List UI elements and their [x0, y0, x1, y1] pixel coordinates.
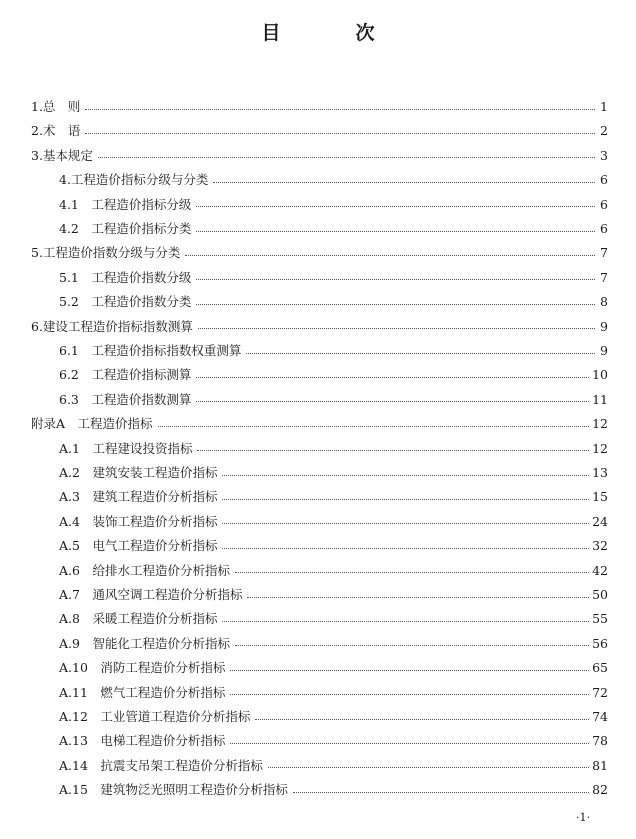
toc-entry-label: A.10 消防工程造价分析指标: [59, 660, 226, 676]
dot-leader: [196, 279, 595, 280]
toc-entry-page: 65: [592, 660, 608, 676]
toc-entry-label: A.9 智能化工程造价分析指标: [59, 635, 230, 651]
toc-entry: [59, 756, 608, 776]
toc-entry-label: 6.3 工程造价指数测算: [59, 391, 192, 407]
toc-entry-label: A.4 装饰工程造价分析指标: [59, 513, 218, 529]
toc-entry-label: A.11 燃气工程造价分析指标: [59, 684, 226, 700]
toc-entry-label: 4.2 工程造价指标分类: [59, 221, 192, 236]
dot-leader: [213, 182, 595, 183]
dot-leader: [196, 401, 589, 402]
dot-leader: [247, 597, 589, 598]
toc-entry-page: 11: [592, 391, 608, 407]
toc-entry-label: 5.工程造价指数分级与分类: [31, 245, 181, 261]
toc-entry-label: 6.1 工程造价指标指数权重测算: [59, 343, 242, 358]
dot-leader: [196, 231, 595, 232]
dot-leader: [85, 133, 595, 134]
dot-leader: [222, 621, 589, 622]
dot-leader: [222, 499, 589, 500]
toc-entry: [59, 536, 608, 556]
toc-entry-label: 6.2 工程造价指标测算: [59, 367, 192, 383]
dot-leader: [235, 572, 589, 573]
toc-entry: [31, 97, 608, 117]
dot-leader: [255, 719, 589, 720]
dot-leader: [158, 426, 590, 427]
toc-entry-label: A.2 建筑安装工程造价指标: [59, 465, 218, 480]
toc-entry-page: 7: [600, 245, 608, 261]
dot-leader: [85, 109, 595, 110]
toc-entry: [59, 487, 608, 507]
toc-entry-label: A.5 电气工程造价分析指标: [59, 538, 218, 554]
dot-leader: [197, 450, 589, 451]
toc-entry: [59, 731, 608, 751]
toc-entry-page: 6: [600, 221, 608, 236]
toc-entry-page: 6: [600, 172, 608, 188]
dot-leader: [230, 670, 589, 671]
dot-leader: [235, 645, 589, 646]
dot-leader: [198, 328, 595, 329]
toc-entry: [59, 707, 608, 727]
toc-entry: [59, 658, 608, 678]
toc-entry-page: 9: [600, 318, 608, 334]
toc-entry-page: 2: [600, 123, 608, 139]
toc-entry: [31, 414, 608, 434]
toc-entry: [59, 170, 608, 190]
toc-entry: [59, 341, 608, 361]
toc-entry-page: 6: [600, 196, 608, 212]
toc-entry-label: 4.1 工程造价指标分级: [59, 196, 192, 212]
dot-leader: [196, 304, 595, 305]
toc-entry-label: A.6 给排水工程造价分析指标: [59, 562, 230, 578]
toc-entry-page: 42: [592, 562, 608, 578]
toc-entry-label: A.8 采暖工程造价分析指标: [59, 611, 218, 627]
toc-entry-page: 10: [592, 367, 608, 383]
toc-entry-page: 81: [592, 757, 608, 773]
toc-entry-label: 2.术 语: [31, 123, 81, 139]
dot-leader: [246, 353, 595, 354]
dot-leader: [230, 694, 589, 695]
toc-entry-page: 72: [592, 684, 608, 700]
toc-entry: [59, 585, 608, 605]
toc-entry-page: 15: [592, 489, 608, 505]
toc-entry: [59, 292, 608, 312]
toc-entry: [59, 683, 608, 703]
toc-entry-label: 5.1 工程造价指数分级: [59, 269, 192, 285]
toc-entry: [31, 146, 608, 166]
toc-entry-label: 4.工程造价指标分级与分类: [59, 172, 209, 188]
toc-entry-page: 74: [592, 709, 608, 724]
toc-entry-page: 7: [600, 269, 608, 285]
toc-entry-label: A.12 工业管道工程造价分析指标: [59, 709, 251, 724]
toc-entry-label: 3.基本规定: [31, 147, 93, 163]
toc-entry-page: 1: [600, 99, 608, 114]
dot-leader: [196, 206, 595, 207]
toc-entry-label: A.7 通风空调工程造价分析指标: [59, 587, 243, 602]
toc-entry-label: 1.总 则: [31, 99, 81, 114]
toc-entry-label: 附录A 工程造价指标: [31, 416, 153, 432]
toc-entry: [59, 634, 608, 654]
toc-entry-page: 3: [600, 147, 608, 163]
toc-entry-label: A.1 工程建设投资指标: [59, 440, 193, 456]
toc-entry: [59, 780, 608, 800]
page-number-footer: ·1·: [576, 811, 590, 824]
page-title: 目 次: [261, 22, 403, 44]
dot-leader: [196, 377, 589, 378]
toc-entry: [59, 390, 608, 410]
toc-entry-label: A.14 抗震支吊架工程造价分析指标: [59, 757, 263, 773]
toc-entry: [59, 463, 608, 483]
toc-entry-page: 32: [592, 538, 608, 554]
toc-entry-page: 55: [592, 611, 608, 627]
toc-entry-label: A.13 电梯工程造价分析指标: [59, 733, 226, 749]
toc-entry-label: 5.2 工程造价指数分类: [59, 294, 192, 310]
toc-entry-page: 50: [592, 587, 608, 602]
toc-entry-page: 12: [592, 440, 608, 456]
dot-leader: [98, 157, 595, 158]
toc-entry-page: 24: [592, 513, 608, 529]
toc-entry-page: 8: [600, 294, 608, 310]
toc-entry: [59, 365, 608, 385]
toc-entry-page: 9: [600, 343, 608, 358]
toc-entry-page: 78: [592, 733, 608, 749]
toc-entry: [59, 219, 608, 239]
toc-entry-page: 12: [592, 416, 608, 432]
dot-leader: [185, 255, 595, 256]
toc-entry-label: A.3 建筑工程造价分析指标: [59, 489, 218, 505]
toc-entry: [59, 195, 608, 215]
toc-entry: [59, 512, 608, 532]
dot-leader: [222, 548, 589, 549]
dot-leader: [222, 475, 589, 476]
toc-entry-page: 13: [592, 465, 608, 480]
toc-entry: [31, 317, 608, 337]
toc-entry: [59, 561, 608, 581]
toc-entry: [31, 121, 608, 141]
toc-entry-label: A.15 建筑物泛光照明工程造价分析指标: [59, 782, 288, 798]
toc-entry: [59, 609, 608, 629]
dot-leader: [268, 767, 589, 768]
dot-leader: [293, 792, 589, 793]
toc-entry: [31, 243, 608, 263]
toc-entry: [59, 439, 608, 459]
toc-entry: [59, 268, 608, 288]
toc-entry-label: 6.建设工程造价指标指数测算: [31, 318, 193, 334]
dot-leader: [230, 743, 589, 744]
toc-entry-page: 82: [592, 782, 608, 798]
dot-leader: [222, 523, 589, 524]
toc-entry-page: 56: [592, 635, 608, 651]
